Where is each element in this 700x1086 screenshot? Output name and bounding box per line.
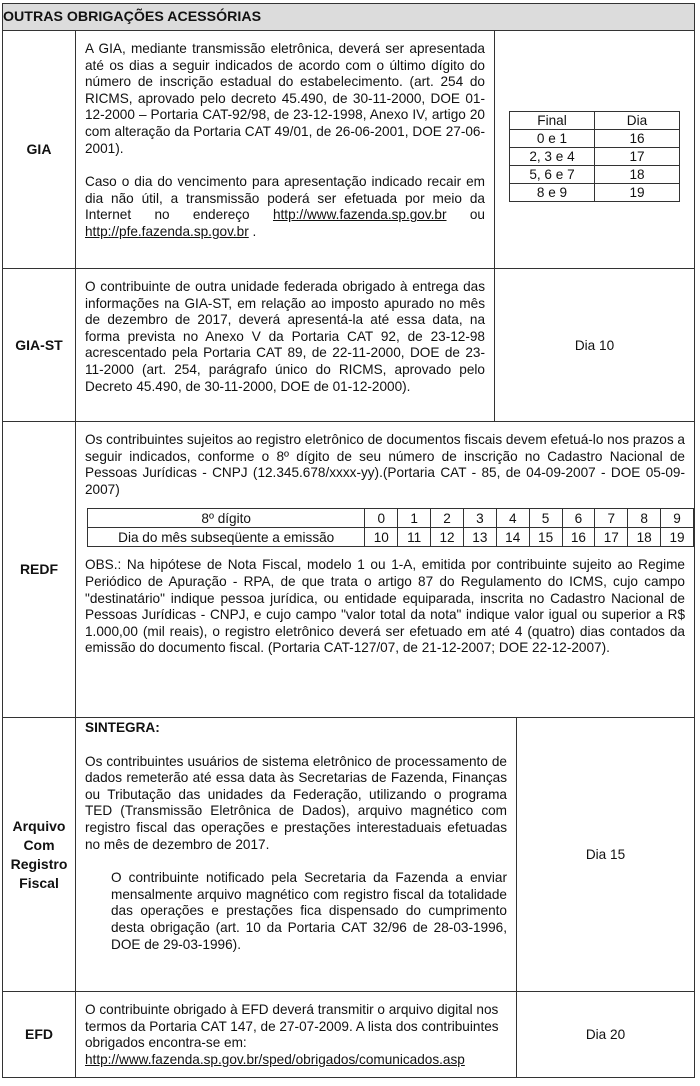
efd-text: O contribuinte obrigado à EFD deverá transmitir o arquivo digital nos termos da Portaria CAT 147, de 27-07-2009. A lista dos contribuintes obrigados encontra-se em: bbox=[85, 1002, 499, 1051]
redf-observation: OBS.: Na hipótese de Nota Fiscal, modelo 1 ou 1-A, emitida por contribuinte sujeito ao Regime Periódico de Apuração - RPA, de que trata o artigo 87 do Regulamento do ICMS, cujo campo "destinatário" indique pessoa jurídica, ou entidade equiparada, inscrita no Cadastro Nacional de Pessoas Jurídicas - CNPJ, e cujo campo "valor total da nota" indique valor igual ou superior a R$ 1.000,00 (mil reais), o registro eletrônico deverá ser efetuado em até 4 (quatro) dias contados da emissão do documento fiscal. (Portaria CAT-127/07, de 21-12-2007; DOE 22-12-2007). bbox=[85, 557, 685, 656]
sintegra-heading: SINTEGRA: bbox=[85, 720, 160, 735]
arquivo-description bbox=[76, 718, 517, 991]
redf-intro: Os contribuintes sujeitos ao registro eletrônico de documentos fiscais devem efetuá-lo nos prazos a seguir indicados, conforme o 8º dígito de seu número de inscrição no Cadastro Nacional de Pessoas Jurídicas - CNPJ (12.345.678/xxxx-yy).(Portaria CAT - 85, de 04-09-2007 - DOE 05-09-2007) bbox=[85, 432, 685, 497]
content-efd bbox=[76, 992, 694, 1077]
efd-description bbox=[76, 992, 517, 1077]
gia-description bbox=[76, 31, 495, 268]
arquivo-deadline: Dia 15 bbox=[585, 847, 626, 862]
content-arquivo bbox=[76, 718, 694, 991]
label-gia-st: GIA-ST bbox=[3, 269, 76, 421]
table-title: OUTRAS OBRIGAÇÕES ACESSÓRIAS bbox=[3, 4, 694, 30]
gia-st-description: O contribuinte de outra unidade federada obrigado à entrega das informações na GIA-ST, em relação ao imposto apurado no mês de dezembro de 2017, deverá apresentá-la até essa data, na forma prevista no Anexo V da Portaria CAT 92, de 23-12-98 acrescentado pela Portaria CAT 89, de 22-11-2000, DOE de 23-11-2000 (art. 254, parágrafo único do RICMS, aprovado pelo Decreto 45.490, de 30-11-2000, DOE de 01-12-2000). bbox=[76, 269, 495, 421]
efd-deadline: Dia 20 bbox=[585, 1027, 626, 1042]
label-gia: GIA bbox=[3, 31, 76, 268]
table-header-row bbox=[510, 112, 680, 130]
day-label: Dia do mês subseqüente a emissão bbox=[88, 528, 365, 547]
row-efd bbox=[3, 991, 694, 1077]
row-gia bbox=[3, 30, 694, 268]
arquivo-paragraph-2: O contribuinte notificado pela Secretaria da Fazenda a enviar mensalmente arquivo magnético com registro fiscal da totalidade das operações e prestações fica dispensado do cumprimento desta obrigação (art. 10 da Portaria CAT 32/96 de 28-03-1996, DOE de 29-03-1996). bbox=[111, 870, 507, 952]
label-efd: EFD bbox=[3, 992, 76, 1077]
table-row: 8 e 9 19 bbox=[510, 184, 680, 202]
label-arquivo: Arquivo Com Registro Fiscal bbox=[3, 718, 76, 991]
arquivo-paragraph-1: Os contribuintes usuários de sistema eletrônico de processamento de dados remeterão até essa data às Secretarias de Fazenda, Finanças ou Tributação das unidades da Federação, utilizando o programa TED (Transmissão Eletrônica de Dados), arquivo magnético com registro fiscal das operações e prestações interestaduais efetuadas no mês de dezembro de 2017. bbox=[85, 753, 507, 852]
row-gia-st bbox=[3, 268, 694, 421]
content-redf bbox=[76, 422, 694, 717]
gia-paragraph-2: Caso o dia do vencimento para apresentação indicado recair em dia não útil, a transmissão poderá ser efetuada por meio da Internet no endereço http://www.fazenda.sp.gov.br ou http://pfe.fazenda.sp.gov.br . bbox=[85, 174, 485, 239]
gia-paragraph-1: A GIA, mediante transmissão eletrônica, deverá ser apresentada até os dias a seguir indicados de acordo com o último dígito do número de inscrição estadual do estabelecimento. (art. 254 do RICMS, aprovado pelo decreto 45.490, de 30-11-2000, DOE 01-12-2000 – Portaria CAT-92/98, de 23-12-1998, Anexo IV, artigo 20 com alteração da Portaria CAT 49/01, de 26-06-2001, DOE 27-06-2001). bbox=[85, 41, 485, 156]
label-redf: REDF bbox=[3, 422, 76, 717]
table-row: 0 e 1 16 bbox=[510, 130, 680, 148]
redf-digit-table bbox=[87, 508, 694, 547]
gia-deadline-table bbox=[509, 111, 680, 202]
gia-deadline-cell bbox=[495, 31, 694, 268]
gia-st-deadline: Dia 10 bbox=[574, 337, 615, 353]
row-arquivo bbox=[3, 717, 694, 991]
pfe-link[interactable]: http://pfe.fazenda.sp.gov.br bbox=[85, 223, 249, 239]
obligations-table bbox=[2, 3, 695, 1078]
content-gia bbox=[76, 31, 694, 268]
digit-label: 8º dígito bbox=[88, 509, 365, 528]
table-row: 2, 3 e 4 17 bbox=[510, 148, 680, 166]
efd-link[interactable]: http://www.fazenda.sp.gov.br/sped/obrigados/comunicados.asp bbox=[85, 1051, 465, 1067]
content-gia-st bbox=[76, 269, 694, 421]
header-dia: Dia bbox=[595, 112, 680, 130]
digit-row: 8º dígito 0 1 2 3 4 5 6 7 8 9 bbox=[88, 509, 694, 528]
header-final: Final bbox=[510, 112, 595, 130]
day-row: Dia do mês subseqüente a emissão 10 11 12 13 14 15 16 17 18 19 bbox=[88, 528, 694, 547]
row-redf bbox=[3, 421, 694, 717]
fazenda-link[interactable]: http://www.fazenda.sp.gov.br bbox=[272, 207, 447, 223]
table-row: 5, 6 e 7 18 bbox=[510, 166, 680, 184]
